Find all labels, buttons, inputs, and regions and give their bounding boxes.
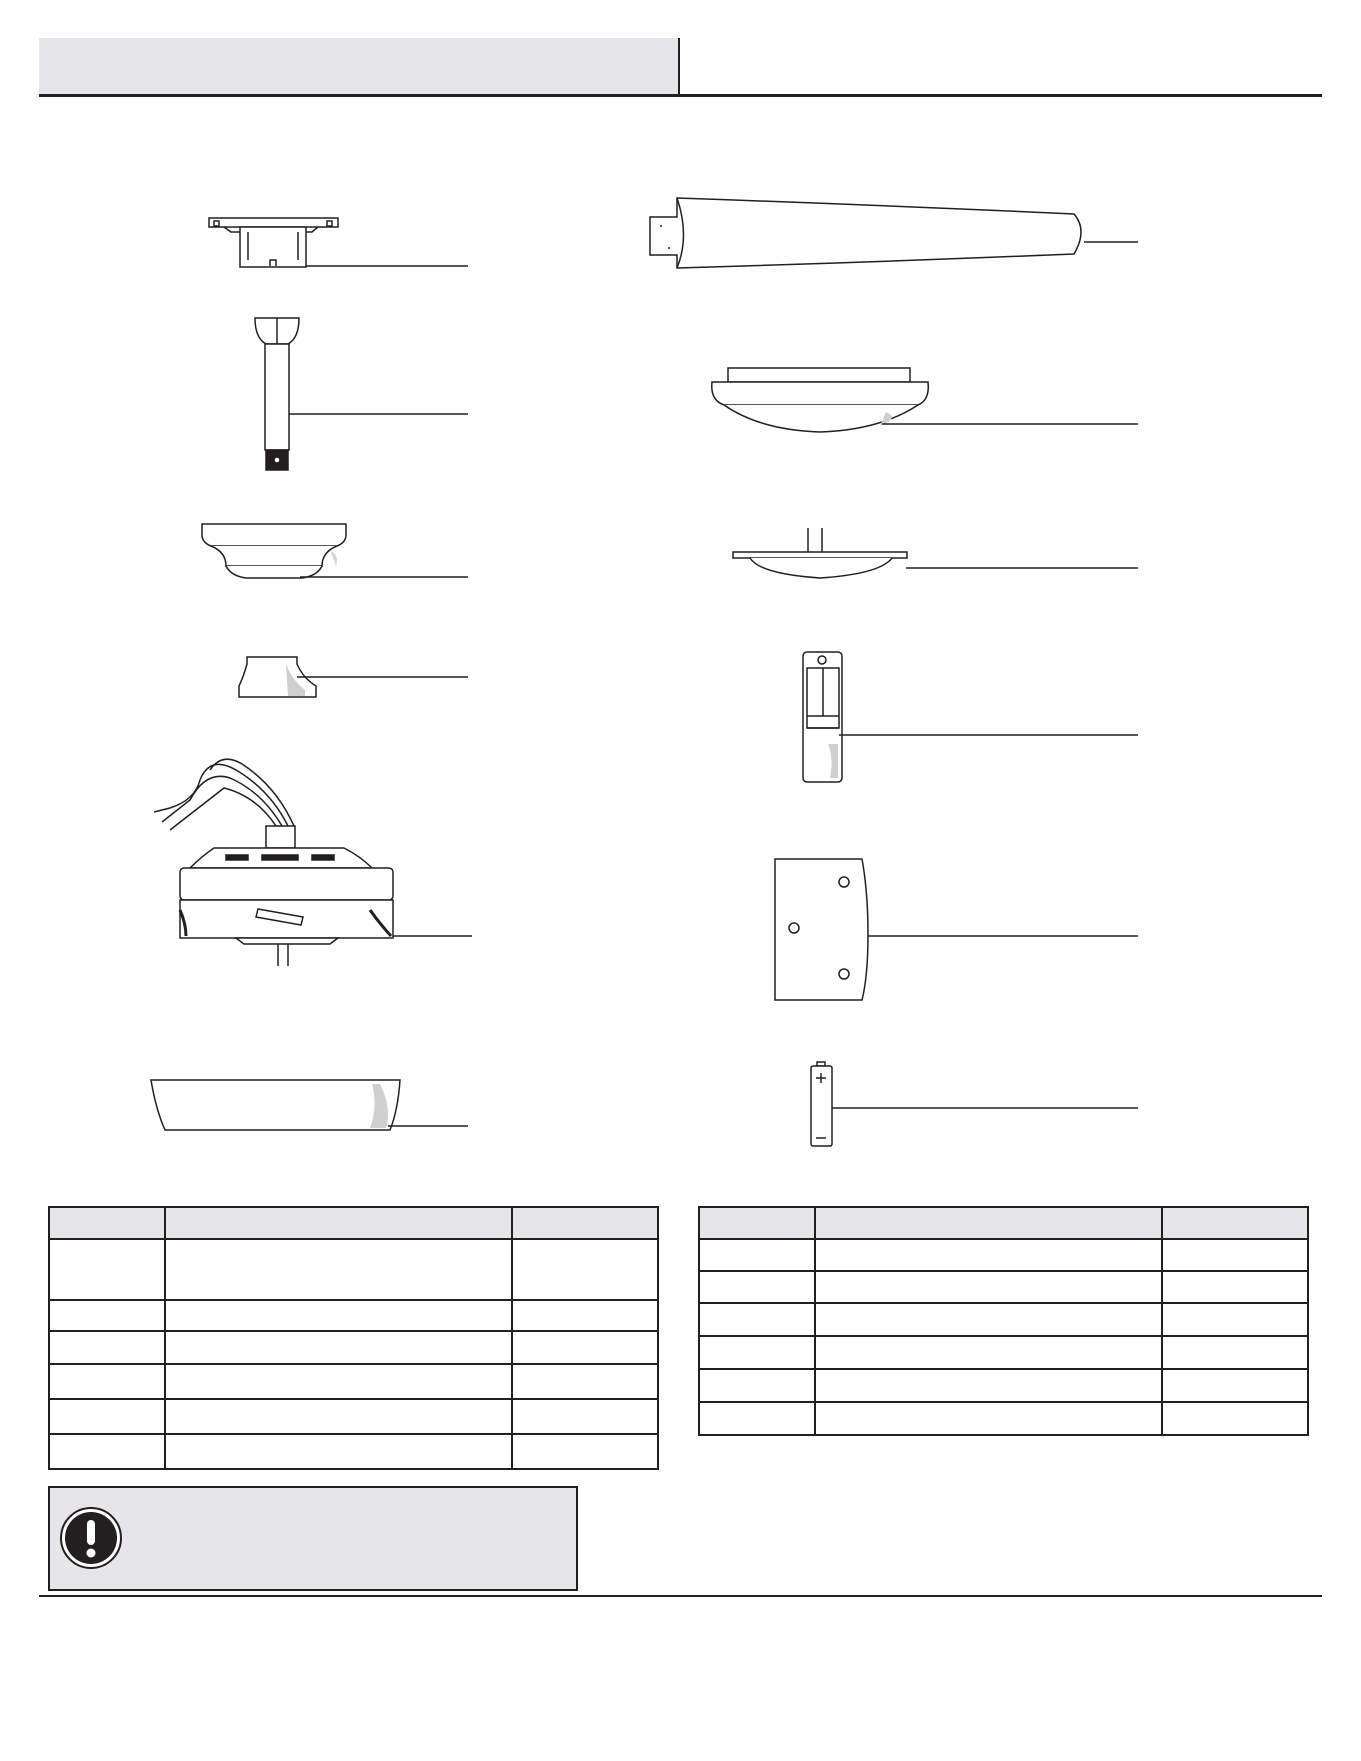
table-cell: [512, 1364, 658, 1399]
table-row: [699, 1336, 1308, 1369]
table-cell: [49, 1331, 165, 1364]
table-row: [49, 1300, 658, 1331]
warning-box: [48, 1486, 578, 1591]
table-row: [699, 1402, 1308, 1435]
table-row: [699, 1271, 1308, 1303]
table-cell: [49, 1434, 165, 1469]
table-cell: [512, 1300, 658, 1331]
table-cell: [165, 1364, 513, 1399]
table-cell: [165, 1399, 513, 1434]
table-cell: [49, 1399, 165, 1434]
switch-housing-illustration: [151, 1080, 468, 1130]
table-cell: [1162, 1271, 1308, 1303]
table-cell: [815, 1402, 1163, 1435]
table-cell: [49, 1300, 165, 1331]
table-row: [49, 1364, 658, 1399]
light-kit-illustration: [733, 528, 1138, 578]
table-cell: [699, 1271, 815, 1303]
table-cell: [815, 1239, 1163, 1271]
table-cell: [165, 1300, 513, 1331]
parts-table-right: [698, 1206, 1309, 1436]
table-cell: [1162, 1402, 1308, 1435]
table-header-row: [49, 1207, 658, 1239]
table-cell: [815, 1369, 1163, 1402]
table-header-cell: [165, 1207, 513, 1239]
table-cell: [815, 1303, 1163, 1336]
parts-table-left: [48, 1206, 659, 1470]
table-header-cell: [512, 1207, 658, 1239]
table-cell: [49, 1364, 165, 1399]
downrod-illustration: [255, 318, 468, 470]
table-row: [49, 1434, 658, 1469]
table-row: [49, 1399, 658, 1434]
table-header-row: [699, 1207, 1308, 1239]
table-cell: [165, 1331, 513, 1364]
table-header-cell: [699, 1207, 815, 1239]
table-cell: [699, 1402, 815, 1435]
table-cell: [699, 1303, 815, 1336]
table-row: [699, 1239, 1308, 1271]
table-cell: [1162, 1369, 1308, 1402]
table-cell: [699, 1239, 815, 1271]
table-cell: [512, 1399, 658, 1434]
canopy-illustration: [202, 524, 468, 578]
battery-illustration: [811, 1062, 1138, 1146]
table-header-cell: [49, 1207, 165, 1239]
exclamation-circle-icon: [60, 1507, 122, 1569]
table-header-cell: [1162, 1207, 1308, 1239]
coupling-cover-illustration: [239, 657, 468, 697]
table-row: [49, 1239, 658, 1300]
table-cell: [815, 1336, 1163, 1369]
table-row: [49, 1331, 658, 1364]
table-cell: [815, 1271, 1163, 1303]
table-row: [699, 1369, 1308, 1402]
table-cell: [165, 1434, 513, 1469]
table-cell: [512, 1434, 658, 1469]
table-cell: [1162, 1239, 1308, 1271]
remote-control-illustration: [803, 652, 1138, 782]
table-cell: [699, 1336, 815, 1369]
footer-rule: [39, 1595, 1322, 1597]
light-kit-glass-illustration: [712, 368, 1138, 432]
table-cell: [1162, 1336, 1308, 1369]
table-row: [699, 1303, 1308, 1336]
table-cell: [699, 1369, 815, 1402]
table-cell: [512, 1239, 658, 1300]
motor-assembly-illustration: [154, 759, 472, 966]
table-cell: [49, 1239, 165, 1300]
hanging-bracket-illustration: [209, 218, 468, 267]
table-header-cell: [815, 1207, 1163, 1239]
table-cell: [165, 1239, 513, 1300]
table-cell: [1162, 1303, 1308, 1336]
fan-blade-illustration: [650, 198, 1138, 268]
table-cell: [512, 1331, 658, 1364]
wall-plate-illustration: [775, 859, 1138, 1000]
